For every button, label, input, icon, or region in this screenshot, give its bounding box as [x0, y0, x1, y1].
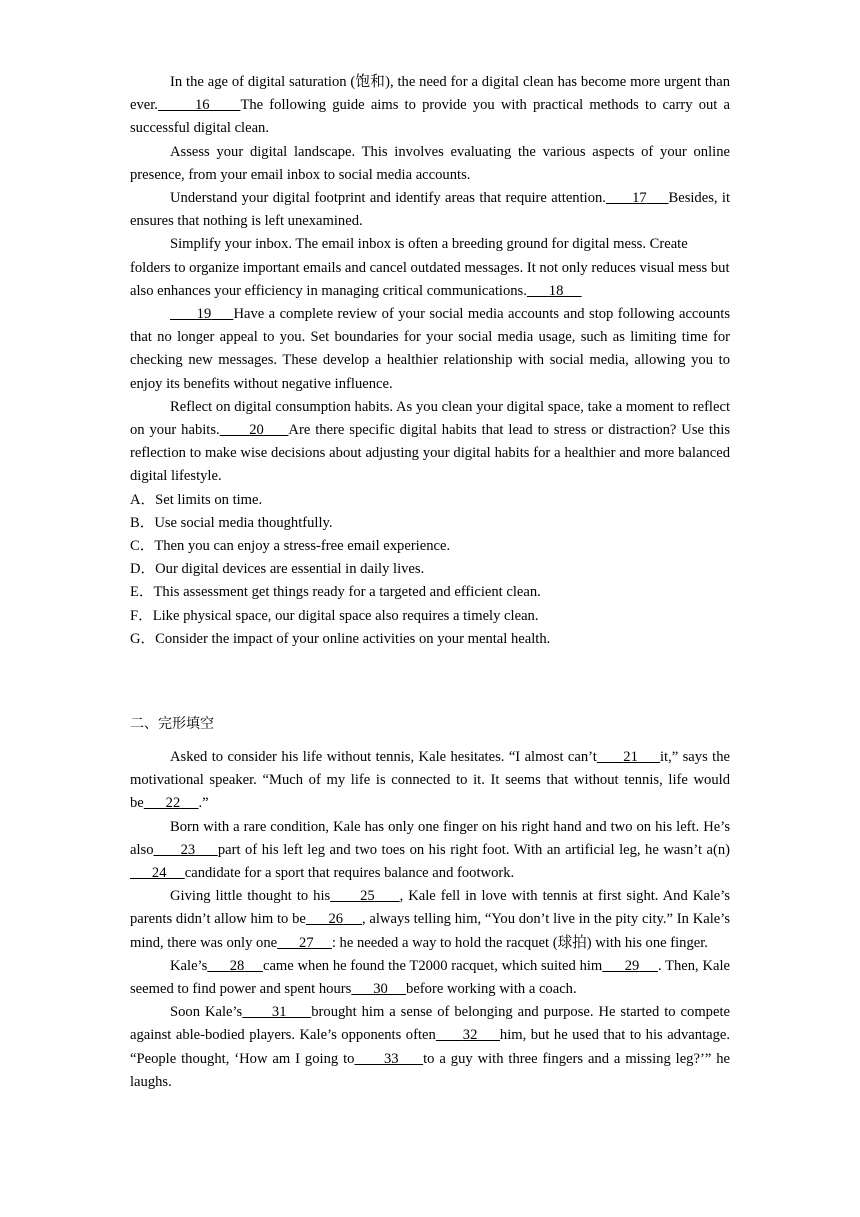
text-run: , Kale fell in love with tennis at first sight. And Kale’s parents didn’t allow him to be — [130, 888, 731, 928]
text-run: . Then, Kale seemed to find power and spent hours — [130, 957, 730, 998]
blank-number: 25 — [360, 888, 375, 905]
answer-blank — [330, 888, 399, 904]
text-run: Have a complete review of your social media accounts and stop following accounts that no longer appeal to you. Set boundaries for your social media usage, such as limiting time for checking new messages. These develop a healthier relationship with social media, allowing you to enjoy its benefits without negative influence. — [130, 306, 731, 392]
text-run: Born with a rare condition, Kale has only one finger on his right hand and two on his left. He’s also — [130, 818, 730, 858]
blank-number: 19 — [196, 306, 212, 323]
blank-number: 29 — [624, 957, 640, 974]
blank-number: 30 — [373, 981, 388, 998]
text-run: before working with a coach. — [406, 981, 577, 998]
blank-number: 33 — [383, 1050, 399, 1067]
option-item: D．Our digital devices are essential in daily lives. — [130, 561, 425, 578]
text-run: Reflect on digital consumption habits. As you clean your digital space, take a moment to reflect on your habits. — [130, 398, 730, 439]
answer-options — [130, 489, 730, 651]
answer-blank — [354, 1051, 423, 1067]
paragraph — [130, 141, 730, 187]
text-run: came when he found the T2000 racquet, which suited him — [262, 957, 603, 974]
blank-number: 26 — [328, 911, 344, 928]
text-run: Assess your digital landscape. This involves evaluating the various aspects of your online presence, from your email inbox to social media accounts. — [130, 143, 730, 183]
text-run: Simplify your inbox. The email inbox is often a breeding ground for digital mess. Create folders to organize important emails and cancel outdated messages. It not only reduces visual mess but also enhances your efficiency in managing critical communications. — [130, 236, 730, 299]
answer-blank — [436, 1027, 500, 1043]
text-run: to a guy with three fingers and a missing leg?’” he laughs. — [130, 1050, 730, 1090]
answer-blank — [242, 1004, 311, 1020]
text-run: him, but he used that to his advantage. “People thought, ‘How am I going to — [130, 1027, 730, 1067]
text-run: Giving little thought to his — [170, 888, 331, 905]
answer-blank — [158, 97, 240, 113]
blank-number: 23 — [180, 841, 196, 858]
paragraph — [130, 955, 730, 1001]
option-item: A．Set limits on time. — [130, 491, 263, 508]
section-heading: 二、完形填空 — [130, 716, 214, 732]
blank-number: 28 — [229, 957, 245, 974]
answer-blank — [527, 283, 582, 299]
text-run: In the age of digital saturation (饱和), the need for a digital clean has become more urgent than ever. — [130, 74, 730, 114]
answer-blank — [144, 795, 199, 811]
paragraph — [130, 1001, 730, 1094]
option-item: F．Like physical space, our digital space also requires a timely clean. — [130, 607, 539, 624]
answer-blank — [351, 981, 406, 997]
text-run: part of his left leg and two toes on his right foot. With an artificial leg, he wasn’t a(n) — [217, 841, 731, 858]
text-run: Soon Kale’s — [170, 1004, 243, 1021]
paragraph — [130, 71, 730, 141]
paragraph — [130, 396, 730, 489]
blank-number: 17 — [632, 190, 647, 207]
option-item: G．Consider the impact of your online activities on your mental health. — [130, 630, 551, 647]
cloze-passage — [130, 746, 730, 1094]
answer-blank — [170, 306, 233, 322]
paragraph — [130, 233, 730, 303]
text-run: Understand your digital footprint and identify areas that require attention. — [170, 190, 606, 207]
text-run: , always telling him, “You don’t live in the pity city.” In Kale’s mind, there was only one — [130, 911, 731, 951]
text-run: .” — [198, 795, 209, 812]
answer-blank — [207, 958, 263, 974]
text-run: it,” says the motivational speaker. “Much of my life is connected to it. It seems that without tennis, life would be — [130, 749, 730, 812]
blank-number: 32 — [462, 1027, 478, 1044]
text-run: Are there specific digital habits that lead to stress or distraction? Use this reflection to make wise decisions about adjusting your digital habits for a healthier and more balanced digital lifestyle. — [130, 422, 731, 485]
text-run: The following guide aims to provide you with practical methods to carry out a successful digital clean. — [130, 97, 730, 137]
blank-number: 24 — [151, 865, 167, 882]
blank-number: 18 — [548, 282, 564, 299]
text-run: Asked to consider his life without tennis, Kale hesitates. “I almost can’t — [170, 749, 597, 765]
text-run: Kale’s — [170, 957, 208, 974]
paragraph — [130, 303, 730, 396]
blank-number: 20 — [249, 422, 264, 439]
option-item: C．Then you can enjoy a stress-free email experience. — [130, 538, 451, 555]
paragraph — [130, 187, 730, 233]
text-run: brought him a sense of belonging and purpose. He started to compete against able-bodied players. Kale’s opponents often — [130, 1004, 730, 1044]
blank-number: 27 — [299, 934, 314, 951]
answer-blank — [602, 958, 658, 974]
answer-blank — [154, 842, 218, 858]
answer-blank — [606, 190, 669, 206]
reading-section — [130, 71, 730, 651]
text-run: : he needed a way to hold the racquet (球拍) with his one finger. — [331, 934, 708, 951]
answer-blank — [130, 865, 185, 881]
blank-number: 21 — [623, 749, 638, 765]
reading-passage — [130, 71, 730, 489]
cloze-section — [130, 746, 730, 1094]
text-run: Besides, it ensures that nothing is left unexamined. — [130, 190, 730, 230]
paragraph — [130, 816, 730, 886]
blank-number: 22 — [165, 795, 181, 812]
blank-number: 16 — [195, 97, 210, 114]
answer-blank — [597, 749, 660, 765]
paragraph — [130, 885, 730, 955]
blank-number: 31 — [271, 1004, 287, 1021]
text-run: candidate for a sport that requires balance and footwork. — [184, 865, 515, 882]
option-item: B．Use social media thoughtfully. — [130, 514, 333, 531]
answer-blank — [277, 935, 332, 951]
option-item: E．This assessment get things ready for a targeted and efficient clean. — [130, 584, 541, 601]
answer-blank — [220, 422, 289, 438]
paragraph — [130, 746, 730, 816]
answer-blank — [306, 911, 362, 927]
